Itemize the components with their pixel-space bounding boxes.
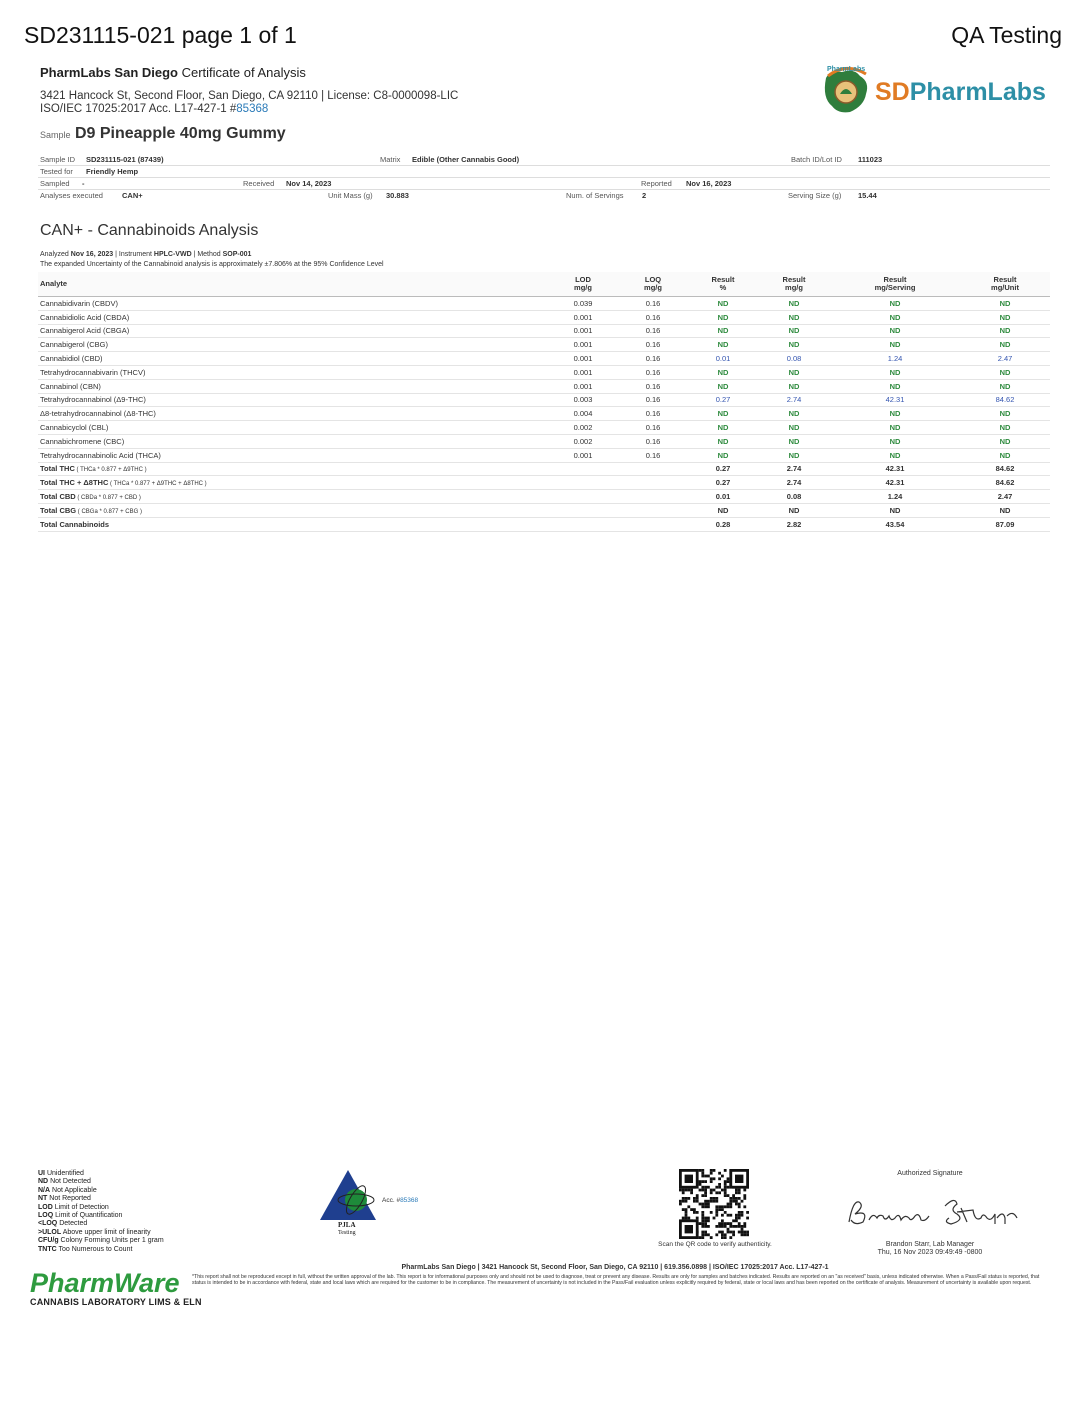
instrument-label: | Instrument bbox=[113, 251, 154, 258]
result-mg-serving: 1.24 bbox=[830, 490, 960, 504]
header-loq-label: LOQ bbox=[644, 275, 662, 284]
legend-abbr: N/A bbox=[38, 1186, 51, 1194]
result-mg-serving: ND bbox=[830, 324, 960, 338]
received-label: Received bbox=[243, 179, 275, 188]
logo-sd: SD bbox=[875, 78, 910, 106]
header-lod-unit: mg/g bbox=[574, 283, 592, 292]
total-row bbox=[38, 517, 1050, 531]
analysis-title: CAN+ - Cannabinoids Analysis bbox=[40, 222, 259, 239]
result-mg-unit: 84.62 bbox=[960, 462, 1050, 476]
result-mg-serving: ND bbox=[830, 338, 960, 352]
legend-text: Detected bbox=[57, 1220, 88, 1228]
method-label: | Method bbox=[191, 251, 223, 258]
loq-value bbox=[618, 517, 688, 531]
analyte-name: Cannabigerol (CBG) bbox=[38, 338, 548, 352]
analyte-name: Cannabidiolic Acid (CBDA) bbox=[38, 310, 548, 324]
analyte-name: Cannabicyclol (CBL) bbox=[38, 421, 548, 435]
legend-item bbox=[38, 1187, 164, 1195]
result-mg-g: 0.08 bbox=[758, 490, 830, 504]
result-mg-g: ND bbox=[758, 297, 830, 311]
loq-value: 0.16 bbox=[618, 393, 688, 407]
analyte-name: Tetrahydrocannabinol (Δ9-THC) bbox=[38, 393, 548, 407]
servings-value: 2 bbox=[642, 191, 647, 200]
header-loq-unit: mg/g bbox=[644, 283, 662, 292]
total-row bbox=[38, 503, 1050, 517]
meta-row-1 bbox=[38, 154, 1050, 166]
unit-mass-label: Unit Mass (g) bbox=[328, 191, 373, 200]
signer-name: Brandon Starr, Lab Manager bbox=[885, 1241, 975, 1248]
legend-text: Above upper limit of linearity bbox=[61, 1228, 151, 1236]
legend-item bbox=[38, 1229, 164, 1237]
unit-mass-value: 30.883 bbox=[386, 191, 409, 200]
result-mg-g: 0.08 bbox=[758, 352, 830, 366]
table-row bbox=[38, 434, 1050, 448]
result-percent: ND bbox=[688, 421, 758, 435]
sampled-label: Sampled bbox=[40, 179, 70, 188]
loq-value: 0.16 bbox=[618, 324, 688, 338]
lab-heading bbox=[40, 65, 306, 80]
accreditation-text: ISO/IEC 17025:2017 Acc. L17-427-1 # bbox=[40, 103, 237, 115]
serving-size-value: 15.44 bbox=[858, 191, 877, 200]
logo-pharmlabs: PharmLabs bbox=[909, 78, 1046, 106]
header-srv bbox=[830, 272, 960, 297]
batch-value: 111023 bbox=[858, 155, 883, 164]
result-mg-g: ND bbox=[758, 448, 830, 462]
result-mg-unit: 84.62 bbox=[960, 476, 1050, 490]
result-mg-serving: 43.54 bbox=[830, 517, 960, 531]
meta-row-2 bbox=[38, 166, 1050, 178]
legend-item bbox=[38, 1246, 164, 1254]
legend-abbr: LOD bbox=[38, 1203, 53, 1211]
result-mg-g: 2.82 bbox=[758, 517, 830, 531]
header-mgg-unit: mg/g bbox=[785, 283, 803, 292]
loq-value: 0.16 bbox=[618, 448, 688, 462]
table-body bbox=[38, 297, 1050, 532]
header-pct-unit: % bbox=[719, 283, 727, 292]
header-pct-label: Result bbox=[711, 275, 735, 284]
lod-value: 0.002 bbox=[548, 434, 618, 448]
reported-label: Reported bbox=[641, 179, 672, 188]
sign-datetime: Thu, 16 Nov 2023 09:49:49 -0800 bbox=[877, 1249, 983, 1256]
pjla-accreditation bbox=[382, 1197, 418, 1204]
meta-row-4 bbox=[38, 190, 1050, 201]
result-mg-unit: ND bbox=[960, 434, 1050, 448]
result-percent: ND bbox=[688, 324, 758, 338]
legend-item bbox=[38, 1178, 164, 1186]
result-mg-unit: 2.47 bbox=[960, 490, 1050, 504]
header-srv-unit: mg/Serving bbox=[874, 283, 916, 292]
result-mg-serving: ND bbox=[830, 448, 960, 462]
table-row bbox=[38, 365, 1050, 379]
document-id: SD231115-021 page 1 of 1 bbox=[24, 22, 297, 48]
result-mg-serving: ND bbox=[830, 407, 960, 421]
legend-text: Limit of Quantification bbox=[53, 1212, 123, 1220]
legend-abbr: UI bbox=[38, 1170, 45, 1177]
result-percent: ND bbox=[688, 407, 758, 421]
result-mg-unit: 2.47 bbox=[960, 352, 1050, 366]
legend-abbr: <LOQ bbox=[38, 1220, 58, 1228]
pharmware-tagline: CANNABIS LABORATORY LIMS & ELN bbox=[30, 1297, 202, 1307]
result-mg-unit: ND bbox=[960, 379, 1050, 393]
matrix-value: Edible (Other Cannabis Good) bbox=[412, 155, 520, 164]
analysis-info bbox=[40, 251, 251, 258]
result-mg-serving: 1.24 bbox=[830, 352, 960, 366]
analyses-value: CAN+ bbox=[122, 191, 143, 200]
accreditation-link[interactable]: 85368 bbox=[236, 103, 269, 115]
abbreviation-legend bbox=[38, 1170, 164, 1254]
result-mg-unit: ND bbox=[960, 324, 1050, 338]
table-row bbox=[38, 448, 1050, 462]
reported-value: Nov 16, 2023 bbox=[686, 179, 732, 188]
lod-value: 0.039 bbox=[548, 297, 618, 311]
lod-value: 0.001 bbox=[548, 338, 618, 352]
analyte-name: Δ8-tetrahydrocannabinol (Δ8-THC) bbox=[38, 407, 548, 421]
legend-text: Not Applicable bbox=[50, 1186, 97, 1194]
result-percent: 0.28 bbox=[688, 517, 758, 531]
total-formula: ( CBGa * 0.877 + CBG ) bbox=[76, 508, 142, 515]
legend-abbr: NT bbox=[38, 1195, 48, 1203]
lod-value bbox=[548, 476, 618, 490]
result-percent: ND bbox=[688, 379, 758, 393]
total-name: Total Cannabinoids bbox=[40, 519, 110, 529]
batch-label: Batch ID/Lot ID bbox=[791, 155, 842, 164]
result-mg-unit: ND bbox=[960, 448, 1050, 462]
result-mg-g: ND bbox=[758, 503, 830, 517]
result-percent: 0.27 bbox=[688, 393, 758, 407]
meta-row-3 bbox=[38, 178, 1050, 190]
lod-value bbox=[548, 517, 618, 531]
qr-caption: Scan the QR code to verify authenticity. bbox=[658, 1241, 772, 1248]
result-mg-serving: ND bbox=[830, 421, 960, 435]
result-percent: ND bbox=[688, 297, 758, 311]
result-mg-serving: 42.31 bbox=[830, 476, 960, 490]
lod-value: 0.003 bbox=[548, 393, 618, 407]
result-percent: ND bbox=[688, 365, 758, 379]
loq-value: 0.16 bbox=[618, 407, 688, 421]
logo-wordmark bbox=[875, 78, 1046, 107]
qr-code-icon[interactable] bbox=[679, 1169, 749, 1239]
footer-address: PharmLabs San Diego | 3421 Hancock St, Second Floor, San Diego, CA 92110 | 619.356.0898 | ISO/IEC 17025:2017 Acc. L17-427-1 bbox=[401, 1264, 829, 1271]
tested-for-label: Tested for bbox=[40, 167, 73, 176]
authorized-signature-label: Authorized Signature bbox=[897, 1170, 963, 1177]
header-unit bbox=[960, 272, 1050, 297]
lod-value bbox=[548, 503, 618, 517]
legend-text: Limit of Detection bbox=[52, 1203, 109, 1211]
total-formula: ( THCa * 0.877 + Δ9THC ) bbox=[74, 467, 147, 474]
loq-value: 0.16 bbox=[618, 352, 688, 366]
result-percent: 0.01 bbox=[688, 352, 758, 366]
total-row bbox=[38, 476, 1050, 490]
legend-item bbox=[38, 1170, 164, 1178]
serving-size-label: Serving Size (g) bbox=[788, 191, 842, 200]
result-mg-serving: ND bbox=[830, 434, 960, 448]
analyte-name: Tetrahydrocannabinolic Acid (THCA) bbox=[38, 448, 548, 462]
lod-value: 0.001 bbox=[548, 324, 618, 338]
table-row bbox=[38, 297, 1050, 311]
lod-value: 0.002 bbox=[548, 421, 618, 435]
legend-text: Not Detected bbox=[48, 1178, 91, 1186]
result-percent: ND bbox=[688, 503, 758, 517]
total-row bbox=[38, 490, 1050, 504]
loq-value bbox=[618, 503, 688, 517]
table-row bbox=[38, 310, 1050, 324]
header-unit-label: Result bbox=[993, 275, 1017, 284]
legend-abbr: ND bbox=[38, 1178, 49, 1186]
total-name: Total CBG bbox=[40, 505, 77, 515]
result-mg-serving: 42.31 bbox=[830, 462, 960, 476]
result-percent: 0.27 bbox=[688, 476, 758, 490]
legend-abbr: LOQ bbox=[38, 1212, 54, 1220]
total-formula: ( THCa * 0.877 + Δ9THC + Δ8THC ) bbox=[108, 481, 207, 488]
lod-value: 0.001 bbox=[548, 379, 618, 393]
lod-value bbox=[548, 490, 618, 504]
analyzed-date: Nov 16, 2023 bbox=[70, 251, 114, 258]
sample-label: Sample bbox=[40, 130, 71, 140]
footer-disclaimer: *This report shall not be reproduced except in full, without the written approval of the lab. This report is for informational purposes only and should not be used to diagnose, treat or prevent any disease. Results are only for samples and batches indicated. Results are reported on an "as received" basis, unless indicated otherwise. When a Pass/Fail status is reported, that status is intended to be in accordance with federal, state and local laws which are required for the customer to be in compliance. The measurement of uncertainty is not included in the Pass/Fail evaluation unless explicitly required by federal, state or local laws and has been reported on the certificate of analysis. Measurement of uncertainty is available upon request. bbox=[192, 1274, 1040, 1286]
total-formula: ( CBDa * 0.877 + CBD ) bbox=[75, 495, 141, 502]
result-mg-unit: ND bbox=[960, 365, 1050, 379]
lab-accreditation bbox=[40, 103, 268, 115]
logo-ring-text: PharmLabs bbox=[827, 66, 866, 73]
loq-value bbox=[618, 490, 688, 504]
total-name: Total THC bbox=[40, 464, 75, 474]
handwritten-signature bbox=[845, 1192, 1025, 1232]
cannabinoids-table bbox=[38, 272, 1050, 532]
result-percent: 0.01 bbox=[688, 490, 758, 504]
analyses-label: Analyses executed bbox=[40, 191, 103, 200]
result-mg-unit: 84.62 bbox=[960, 393, 1050, 407]
legend-text: Not Reported bbox=[47, 1195, 91, 1203]
analyte-name: Cannabigerol Acid (CBGA) bbox=[38, 324, 548, 338]
lod-value bbox=[548, 462, 618, 476]
sample-meta bbox=[38, 152, 1050, 204]
total-label bbox=[38, 517, 548, 531]
total-row bbox=[38, 462, 1050, 476]
header-srv-label: Result bbox=[883, 275, 907, 284]
total-label bbox=[38, 476, 548, 490]
analyte-name: Cannabinol (CBN) bbox=[38, 379, 548, 393]
result-mg-g: ND bbox=[758, 310, 830, 324]
result-mg-unit: ND bbox=[960, 407, 1050, 421]
loq-value bbox=[618, 462, 688, 476]
total-name: Total CBD bbox=[40, 492, 76, 502]
loq-value bbox=[618, 476, 688, 490]
total-label bbox=[38, 462, 548, 476]
legend-abbr: TNTC bbox=[38, 1245, 57, 1253]
legend-item bbox=[38, 1212, 164, 1220]
table-row bbox=[38, 379, 1050, 393]
lod-value: 0.001 bbox=[548, 448, 618, 462]
header-lod-label: LOD bbox=[575, 275, 591, 284]
lod-value: 0.004 bbox=[548, 407, 618, 421]
received-value: Nov 14, 2023 bbox=[286, 179, 332, 188]
result-mg-serving: ND bbox=[830, 365, 960, 379]
pjla-acc-prefix: Acc. # bbox=[382, 1197, 401, 1204]
total-label bbox=[38, 503, 548, 517]
pjla-sub: Testing bbox=[338, 1230, 356, 1236]
analyte-name: Cannabidiol (CBD) bbox=[38, 352, 548, 366]
matrix-label: Matrix bbox=[380, 155, 401, 164]
result-mg-g: ND bbox=[758, 434, 830, 448]
lod-value: 0.001 bbox=[548, 352, 618, 366]
table-row bbox=[38, 393, 1050, 407]
lab-address: 3421 Hancock St, Second Floor, San Diego, CA 92110 | License: C8-0000098-LIC bbox=[40, 90, 459, 102]
analyte-name: Cannabidivarin (CBDV) bbox=[38, 297, 548, 311]
doc-type: Certificate of Analysis bbox=[181, 65, 306, 80]
legend-abbr: >ULOL bbox=[38, 1228, 62, 1236]
total-label bbox=[38, 490, 548, 504]
result-mg-g: 2.74 bbox=[758, 462, 830, 476]
lod-value: 0.001 bbox=[548, 365, 618, 379]
analyzed-prefix: Analyzed bbox=[40, 251, 71, 258]
result-percent: ND bbox=[688, 448, 758, 462]
instrument-value: HPLC-VWD bbox=[153, 251, 192, 258]
loq-value: 0.16 bbox=[618, 421, 688, 435]
result-percent: ND bbox=[688, 338, 758, 352]
result-percent: ND bbox=[688, 434, 758, 448]
result-mg-unit: ND bbox=[960, 297, 1050, 311]
result-mg-serving: ND bbox=[830, 503, 960, 517]
result-mg-g: ND bbox=[758, 324, 830, 338]
loq-value: 0.16 bbox=[618, 297, 688, 311]
tested-for-value: Friendly Hemp bbox=[86, 167, 139, 176]
loq-value: 0.16 bbox=[618, 310, 688, 324]
table-row bbox=[38, 421, 1050, 435]
total-name: Total THC + Δ8THC bbox=[40, 478, 109, 488]
result-mg-g: 2.74 bbox=[758, 476, 830, 490]
legend-item bbox=[38, 1237, 164, 1245]
header-lod bbox=[548, 272, 618, 297]
uncertainty-note: The expanded Uncertainty of the Cannabinoid analysis is approximately ±7.806% at the 95% Confidence Level bbox=[40, 261, 384, 268]
table-row bbox=[38, 352, 1050, 366]
table-header-row bbox=[38, 272, 1050, 297]
result-mg-g: ND bbox=[758, 338, 830, 352]
legend-text: Colony Forming Units per 1 gram bbox=[58, 1237, 164, 1245]
lab-name: PharmLabs San Diego bbox=[40, 65, 178, 80]
result-mg-g: 2.74 bbox=[758, 393, 830, 407]
result-mg-g: ND bbox=[758, 365, 830, 379]
pjla-acc-link[interactable]: 85368 bbox=[400, 1197, 419, 1204]
loq-value: 0.16 bbox=[618, 338, 688, 352]
header-analyte: Analyte bbox=[38, 272, 548, 297]
pharmware-logo bbox=[30, 1268, 202, 1307]
result-mg-unit: ND bbox=[960, 338, 1050, 352]
legend-text: Unidentified bbox=[45, 1170, 84, 1177]
legend-item bbox=[38, 1204, 164, 1212]
table-row bbox=[38, 407, 1050, 421]
result-mg-serving: ND bbox=[830, 297, 960, 311]
servings-label: Num. of Servings bbox=[566, 191, 624, 200]
legend-text: Too Numerous to Count bbox=[56, 1245, 133, 1253]
analyte-name: Cannabichromene (CBC) bbox=[38, 434, 548, 448]
table-row bbox=[38, 338, 1050, 352]
sampled-value: - bbox=[82, 179, 85, 188]
header-mgg-label: Result bbox=[782, 275, 806, 284]
sample-name: D9 Pineapple 40mg Gummy bbox=[74, 125, 286, 142]
analyte-name: Tetrahydrocannabivarin (THCV) bbox=[38, 365, 548, 379]
result-mg-g: ND bbox=[758, 407, 830, 421]
result-mg-serving: ND bbox=[830, 310, 960, 324]
table-row bbox=[38, 324, 1050, 338]
method-value: SOP-001 bbox=[222, 251, 252, 258]
loq-value: 0.16 bbox=[618, 434, 688, 448]
signer-block bbox=[860, 1241, 1000, 1257]
loq-value: 0.16 bbox=[618, 365, 688, 379]
lod-value: 0.001 bbox=[548, 310, 618, 324]
result-mg-unit: 87.09 bbox=[960, 517, 1050, 531]
result-mg-serving: ND bbox=[830, 379, 960, 393]
sample-line bbox=[40, 125, 286, 143]
legend-item bbox=[38, 1195, 164, 1203]
sample-id-label: Sample ID bbox=[40, 155, 76, 164]
loq-value: 0.16 bbox=[618, 379, 688, 393]
pjla-name: PJLA bbox=[338, 1221, 356, 1229]
result-mg-unit: ND bbox=[960, 503, 1050, 517]
qa-testing-label: QA Testing bbox=[951, 22, 1062, 48]
result-mg-serving: 42.31 bbox=[830, 393, 960, 407]
sample-id-value: SD231115-021 (87439) bbox=[86, 155, 164, 164]
result-mg-unit: ND bbox=[960, 310, 1050, 324]
pjla-logo bbox=[318, 1168, 428, 1240]
legend-item bbox=[38, 1220, 164, 1228]
result-mg-g: ND bbox=[758, 379, 830, 393]
legend-abbr: CFU/g bbox=[38, 1237, 59, 1245]
result-mg-unit: ND bbox=[960, 421, 1050, 435]
header-mgg bbox=[758, 272, 830, 297]
result-mg-g: ND bbox=[758, 421, 830, 435]
result-percent: ND bbox=[688, 310, 758, 324]
header-pct bbox=[688, 272, 758, 297]
header-unit-unit: mg/Unit bbox=[991, 283, 1019, 292]
pharmware-wordmark: PharmWare bbox=[30, 1268, 180, 1298]
result-percent: 0.27 bbox=[688, 462, 758, 476]
header-loq bbox=[618, 272, 688, 297]
